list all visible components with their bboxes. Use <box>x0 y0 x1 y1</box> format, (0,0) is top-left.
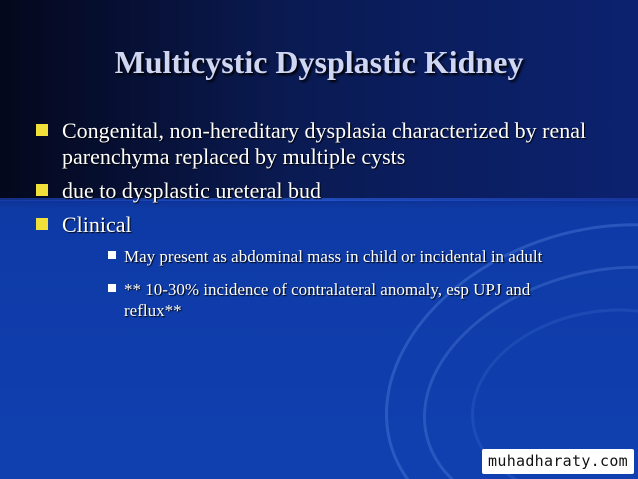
square-bullet-icon <box>36 184 48 196</box>
square-bullet-icon <box>108 251 116 259</box>
sub-bullet-list <box>62 246 596 321</box>
bullet-text: Clinical <box>62 212 132 237</box>
square-bullet-icon <box>36 124 48 136</box>
site-watermark: muhadharaty.com <box>482 449 634 474</box>
bullet-item <box>36 118 596 170</box>
sub-bullet-text: May present as abdominal mass in child or incidental in adult <box>124 247 543 266</box>
bullet-text: Congenital, non-hereditary dysplasia characterized by renal parenchyma replaced by multiple cysts <box>62 118 587 169</box>
slide-title: Multicystic Dysplastic Kidney <box>114 44 524 80</box>
square-bullet-icon <box>36 218 48 230</box>
sub-bullet-text: ** 10-30% incidence of contralateral anomaly, esp UPJ and reflux** <box>124 280 531 320</box>
bullet-item <box>36 212 596 321</box>
bullet-item <box>36 178 596 204</box>
square-bullet-icon <box>108 284 116 292</box>
sub-bullet-item <box>104 246 584 267</box>
bullet-text: due to dysplastic ureteral bud <box>62 178 322 203</box>
bullet-list <box>36 118 596 333</box>
sub-bullet-item <box>104 279 584 321</box>
